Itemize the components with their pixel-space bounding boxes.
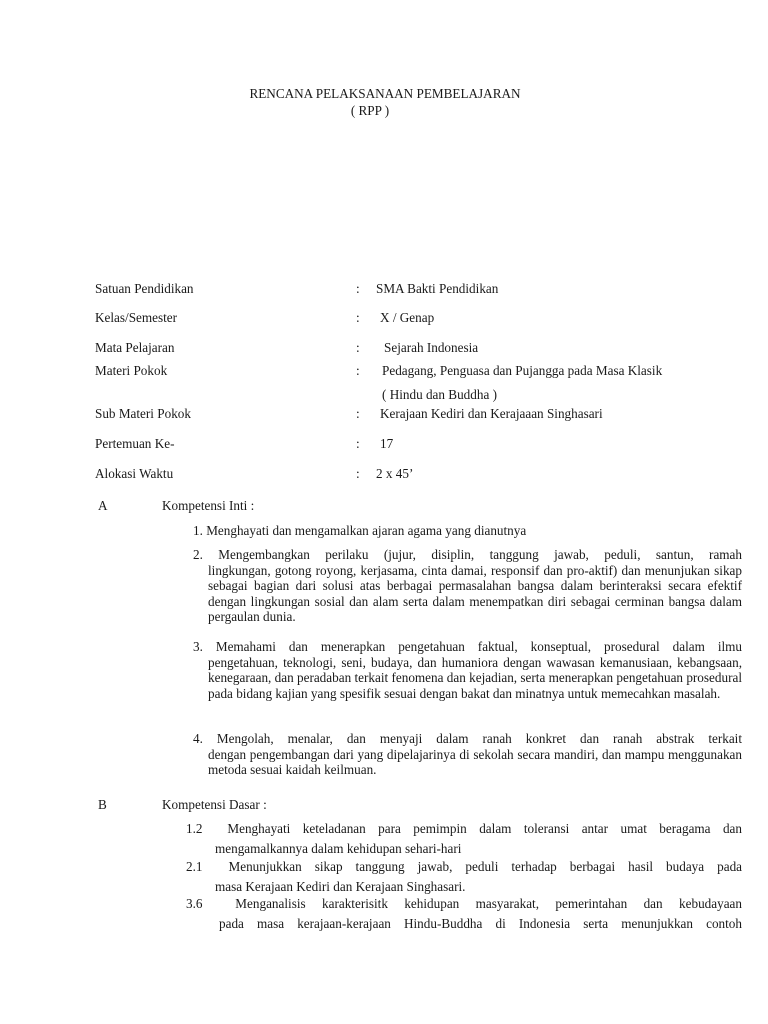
kd-item-text-cont: pada masa kerajaan-kerajaan Hindu-Buddha di Indonesia serta menunjukkan contoh [219,915,742,931]
identity-label-submateri: Sub Materi Pokok [95,406,191,421]
ki-item-text: Menghayati dan mengamalkan ajaran agama yang dianutnya [206,523,527,538]
ki-item-4 [193,731,742,778]
kd-item-2-1 [186,857,742,896]
identity-label-pertemuan: Pertemuan Ke- [95,436,175,451]
identity-label-satuan: Satuan Pendidikan [95,281,194,296]
ki-item-text: Mengembangkan perilaku (jujur, disiplin, tanggung jawab, peduli, santun, ramah [218,547,742,562]
section-a-letter: A [98,498,108,513]
kd-item-text: Menunjukkan sikap tanggung jawab, peduli terhadap berbagai hasil budaya pada [228,859,743,874]
identity-value-pertemuan: 17 [380,436,394,451]
identity-value-materi-cont: ( Hindu dan Buddha ) [382,387,498,402]
ki-item-number: 1. [193,523,203,538]
identity-label-mapel: Mata Pelajaran [95,340,175,355]
ki-item-number: 3. [193,639,203,654]
section-a-title: Kompetensi Inti : [162,498,255,513]
kd-item-number: 2.1 [186,859,203,874]
identity-colon: : [356,310,360,325]
document-subtitle: ( RPP ) [350,103,390,118]
ki-item-1 [193,523,742,539]
identity-colon: : [356,406,360,421]
identity-value-materi: Pedagang, Penguasa dan Pujangga pada Masa Klasik [382,363,663,378]
section-b-letter: B [98,797,107,812]
ki-item-number: 4. [193,731,203,746]
kd-item-text-cont: masa Kerajaan Kediri dan Kerajaan Singhasari. [215,878,466,894]
identity-value-alokasi: 2 x 45’ [376,466,414,481]
kd-item-number: 1.2 [186,821,203,836]
kd-item-3-6 [186,894,742,933]
identity-colon: : [356,363,360,378]
ki-item-text-cont: pengetahuan, teknologi, seni, budaya, dan humaniora dengan wawasan kemanusiaan, kebangsaan, kenegaraan, dan peradaban terkait fenomena dan kejadian, serta menerapkan pengetahuan prosedural pada bidang kajian yang spesifik sesuai dengan bakat dan minatnya untuk memecahkan masalah. [208,654,742,701]
section-b-title: Kompetensi Dasar : [162,797,267,812]
ki-item-text: Mengolah, menalar, dan menyaji dalam ranah konkret dan ranah abstrak terkait [216,731,743,746]
ki-item-3 [193,639,742,701]
identity-value-satuan: SMA Bakti Pendidikan [376,281,499,296]
identity-value-submateri: Kerajaan Kediri dan Kerajaaan Singhasari [380,406,603,421]
identity-colon: : [356,340,360,355]
identity-colon: : [356,466,360,481]
identity-label-kelas: Kelas/Semester [95,310,178,325]
identity-label-alokasi: Alokasi Waktu [95,466,174,481]
identity-value-mapel: Sejarah Indonesia [384,340,479,355]
ki-item-text-cont: lingkungan, gotong royong, kerjasama, cinta damai, responsif dan pro-aktif) dan menunjukan sikap sebagai bagian dari solusi atas berbagai permasalahan bangsa dalam berinteraksi secara efektif dengan lingkungan sosial dan alam serta dalam menempatkan diri sebagai cerminan bangsa dalam pergaulan dunia. [208,562,742,625]
identity-label-materi: Materi Pokok [95,363,168,378]
kd-item-text: Menganalisis karakterisitk kehidupan masyarakat, pemerintahan dan kebudayaan [235,896,743,911]
ki-item-2 [193,547,742,625]
kd-item-number: 3.6 [186,896,203,911]
ki-item-number: 2. [193,547,203,562]
kd-item-text: Menghayati keteladanan para pemimpin dalam toleransi antar umat beragama dan [227,821,743,836]
ki-item-text: Memahami dan menerapkan pengetahuan faktual, konseptual, prosedural dalam ilmu [215,639,742,654]
kd-item-text-cont: mengamalkannya dalam kehidupan sehari-hari [215,840,462,856]
ki-item-text-cont: dengan pengembangan dari yang dipelajarinya di sekolah secara mandiri, dan mampu menggunakan metoda sesuai kaidah keilmuan. [208,746,742,778]
identity-value-kelas: X / Genap [380,310,435,325]
identity-colon: : [356,281,360,296]
document-title: RENCANA PELAKSANAAN PEMBELAJARAN [249,86,521,101]
kd-item-1-2 [186,819,742,858]
identity-colon: : [356,436,360,451]
